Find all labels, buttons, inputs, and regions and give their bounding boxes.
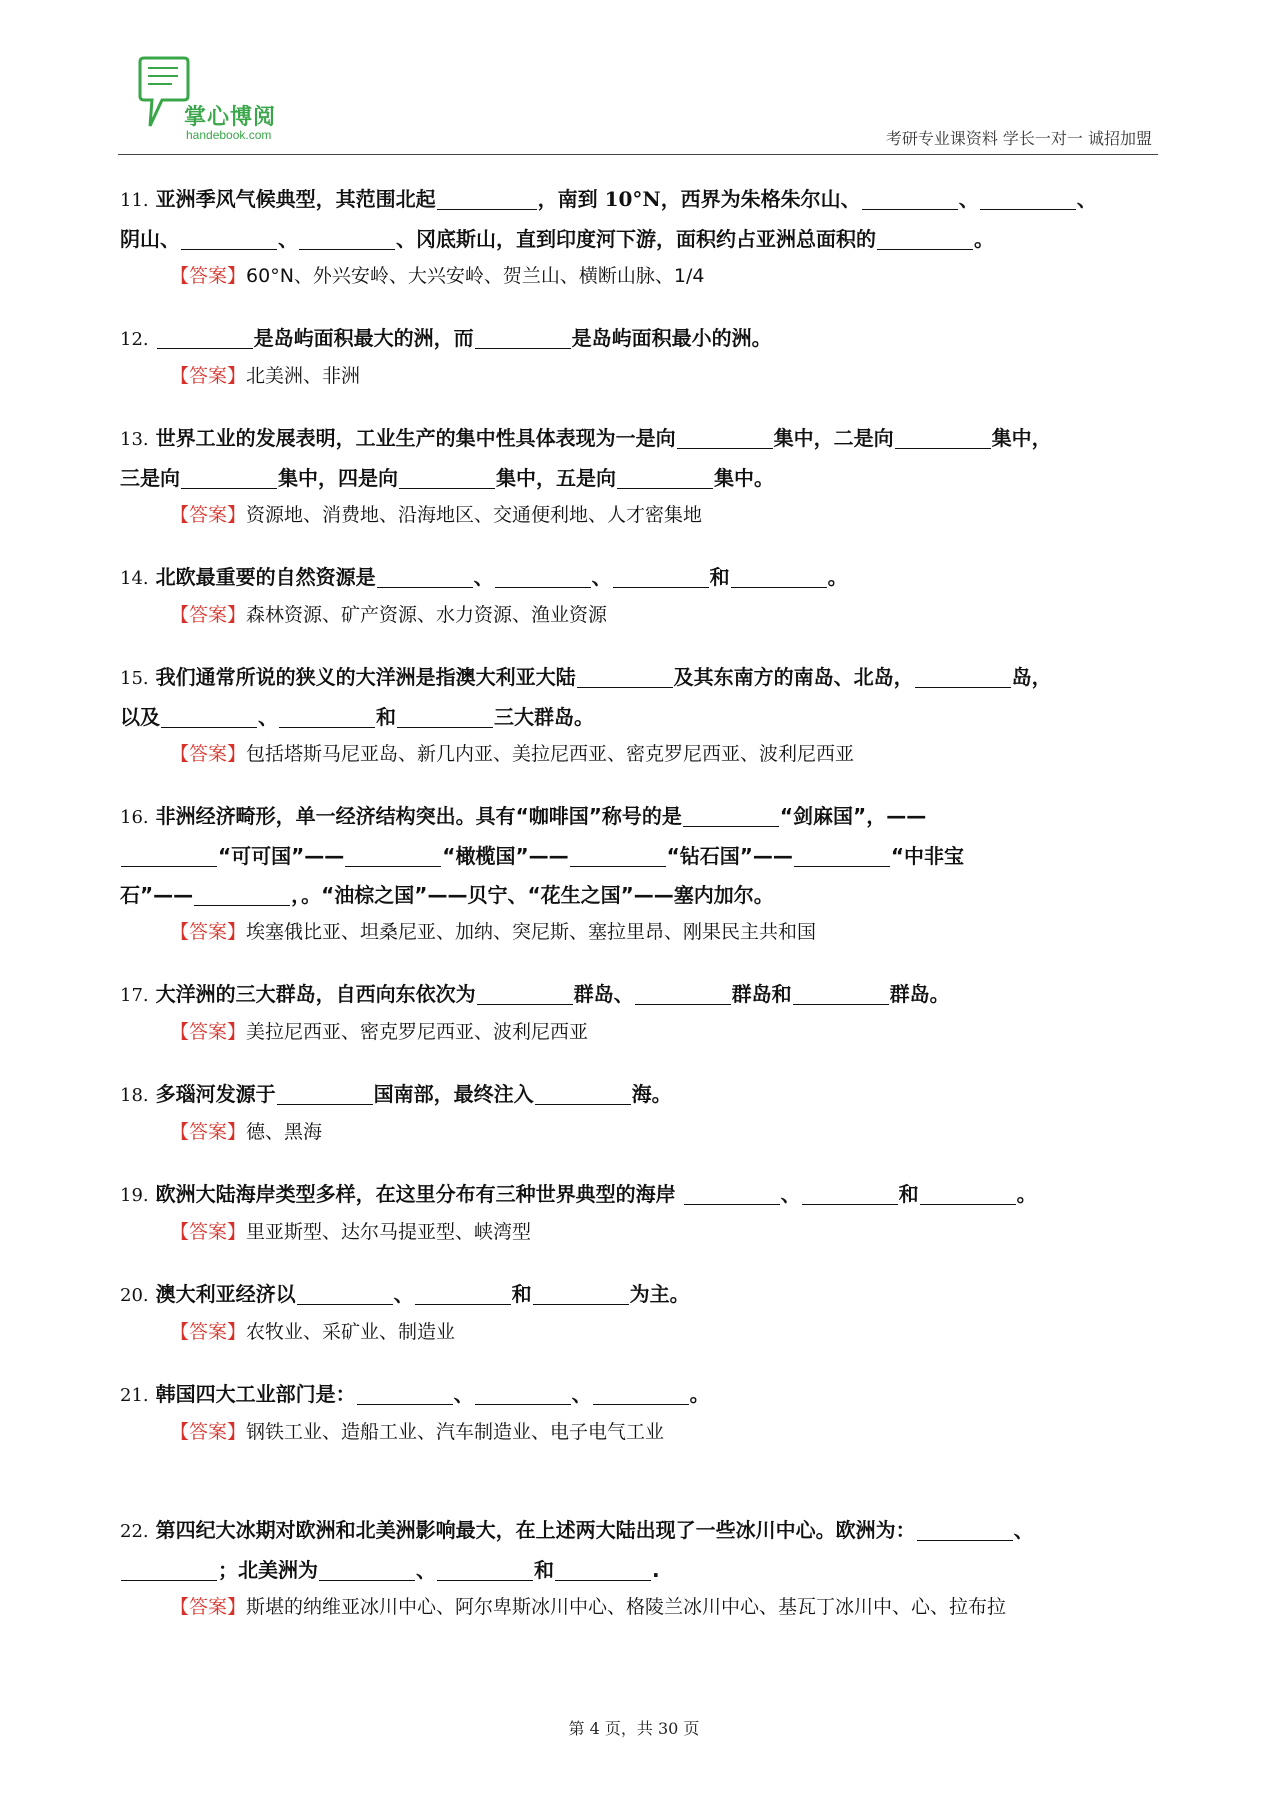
question-segment: 集中，二是向 — [773, 426, 894, 450]
question-segment: 非洲经济畸形，单一经济结构突出。具有“咖啡国”称号的是 — [155, 804, 682, 828]
answer-line — [120, 498, 1162, 532]
question-segment: ，南到 — [537, 187, 598, 211]
answer-line — [120, 1415, 1162, 1449]
answer-blank — [399, 468, 495, 489]
question-11 — [120, 180, 1162, 293]
question-text — [120, 180, 1162, 259]
answer-tag: 【答案】 — [170, 1421, 247, 1443]
answer-blank — [684, 1184, 780, 1205]
answer-text: 北美洲、非洲 — [246, 365, 361, 387]
answer-text: 60°N、外兴安岭、大兴安岭、贺兰山、横断山脉、1/4 — [246, 265, 705, 287]
answer-blank — [437, 1560, 533, 1581]
answer-tag: 【答案】 — [170, 743, 247, 765]
question-text — [120, 1511, 1162, 1590]
header-slogan: 考研专业课资料 学长一对一 诚招加盟 — [885, 129, 1152, 148]
question-13 — [120, 419, 1162, 532]
answer-text: 资源地、消费地、沿海地区、交通便利地、人才密集地 — [246, 504, 703, 526]
answer-blank — [181, 229, 277, 250]
question-segment: 国南部，最终注入 — [373, 1082, 534, 1106]
question-segment: 澳大利亚经济以 — [155, 1282, 296, 1306]
question-text — [120, 797, 1162, 915]
answer-blank — [121, 1560, 217, 1581]
answer-blank — [793, 984, 889, 1005]
answer-blank — [357, 1384, 453, 1405]
question-segment: 集中， — [991, 426, 1052, 450]
question-segment: 、 — [591, 565, 612, 589]
question-segment: “钻石国”—— — [666, 844, 793, 868]
question-text — [120, 658, 1162, 737]
answer-text: 农牧业、采矿业、制造业 — [246, 1321, 456, 1343]
question-segment: 是岛屿面积最小的洲。 — [571, 326, 772, 350]
question-segment: 北欧最重要的自然资源是 — [155, 565, 376, 589]
question-segment: 和 — [511, 1282, 532, 1306]
question-segment: 及其东南方的南岛、北岛， — [673, 665, 914, 689]
question-number: 12. — [120, 329, 149, 350]
question-text — [120, 319, 1162, 359]
answer-text: 埃塞俄比亚、坦桑尼亚、加纳、突尼斯、塞拉里昂、刚果民主共和国 — [246, 921, 817, 943]
answer-tag: 【答案】 — [170, 365, 247, 387]
question-segment: 、冈底斯山，直到印度河下游，面积约占亚洲总面积的 — [396, 227, 876, 251]
question-segment: 群岛和 — [731, 982, 792, 1006]
question-text — [120, 975, 1162, 1015]
question-segment: “中非宝 — [890, 844, 965, 868]
question-12 — [120, 319, 1162, 393]
answer-blank — [161, 707, 257, 728]
answer-blank — [299, 229, 395, 250]
question-segment: 和 — [534, 1558, 554, 1582]
answer-blank — [617, 468, 713, 489]
answer-blank — [279, 707, 375, 728]
answer-text: 包括塔斯马尼亚岛、新几内亚、美拉尼西亚、密克罗尼西亚、波利尼西亚 — [246, 743, 855, 765]
question-segment: 、 — [416, 1558, 436, 1582]
question-segment: 、 — [571, 1382, 592, 1406]
question-segment: 世界工业的发展表明，工业生产的集中性具体表现为一是向 — [155, 426, 676, 450]
question-segment: 三是向 — [120, 466, 180, 490]
answer-tag: 【答案】 — [170, 1121, 247, 1143]
answer-blank — [593, 1384, 689, 1405]
question-segment: 以及 — [120, 705, 160, 729]
answer-blank — [495, 567, 591, 588]
answer-line — [120, 1215, 1162, 1249]
question-segment: 群岛、 — [573, 982, 634, 1006]
question-21 — [120, 1375, 1162, 1449]
answer-text: 钢铁工业、造船工业、汽车制造业、电子电气工业 — [246, 1421, 665, 1443]
question-18 — [120, 1075, 1162, 1149]
answer-blank — [877, 229, 973, 250]
question-14 — [120, 558, 1162, 632]
question-segment: 、 — [473, 565, 494, 589]
answer-blank — [181, 468, 277, 489]
answer-blank — [915, 667, 1011, 688]
question-list — [120, 180, 1162, 1650]
answer-line — [120, 598, 1162, 632]
question-segment: 、 — [1013, 1518, 1034, 1542]
answer-line — [120, 259, 1162, 293]
question-segment: 多瑙河发源于 — [155, 1082, 276, 1106]
question-text — [120, 1275, 1162, 1315]
question-segment: 是岛屿面积最大的洲，而 — [253, 326, 474, 350]
answer-tag: 【答案】 — [170, 1321, 247, 1343]
question-number: 16. — [120, 807, 149, 828]
question-segment: 三大群岛。 — [494, 705, 594, 729]
question-segment: 大洋洲的三大群岛，自西向东依次为 — [155, 982, 476, 1006]
answer-blank — [677, 428, 773, 449]
answer-blank — [731, 567, 827, 588]
question-segment: 集中，五是向 — [496, 466, 616, 490]
header-divider — [118, 154, 1158, 155]
question-segment: . — [652, 1558, 660, 1582]
answer-text: 斯堪的纳维亚冰川中心、阿尔卑斯冰川中心、格陵兰冰川中心、基瓦丁冰川中、心、拉布拉 — [246, 1596, 1007, 1618]
question-text — [120, 1175, 1162, 1215]
answer-blank — [121, 846, 217, 867]
question-number: 15. — [120, 668, 149, 689]
logo-url: handebook.com — [186, 128, 272, 142]
question-number: 22. — [120, 1521, 149, 1542]
question-segment: 石”—— — [120, 883, 194, 907]
answer-blank — [397, 707, 493, 728]
answer-tag: 【答案】 — [170, 921, 247, 943]
answer-tag: 【答案】 — [170, 604, 247, 626]
answer-text: 里亚斯型、达尔马提亚型、峡湾型 — [246, 1221, 532, 1243]
question-19 — [120, 1175, 1162, 1249]
question-segment: 、 — [958, 187, 979, 211]
answer-tag: 【答案】 — [170, 1021, 247, 1043]
answer-tag: 【答案】 — [170, 1596, 247, 1618]
question-number: 19. — [120, 1185, 149, 1206]
question-segment: 集中，四是向 — [278, 466, 398, 490]
answer-blank — [157, 328, 253, 349]
question-segment: “可可国”—— — [218, 844, 345, 868]
question-segment: ；北美洲为 — [218, 1558, 318, 1582]
question-segment: 、 — [393, 1282, 414, 1306]
answer-blank — [683, 806, 779, 827]
question-number: 14. — [120, 568, 149, 589]
question-segment: ，。“油棕之国”——贝宁、“花生之国”——塞内加尔。 — [291, 883, 774, 907]
answer-blank — [802, 1184, 898, 1205]
question-segment: 第四纪大冰期对欧洲和北美洲影响最大，在上述两大陆出现了一些冰川中心。欧洲为： — [155, 1518, 916, 1542]
question-number: 17. — [120, 985, 149, 1006]
answer-text: 森林资源、矿产资源、水力资源、渔业资源 — [246, 604, 608, 626]
page-header — [118, 56, 1158, 156]
logo-text: 掌心博阅 — [184, 105, 277, 130]
answer-blank — [475, 328, 571, 349]
question-segment: 、 — [780, 1182, 801, 1206]
answer-line — [120, 1315, 1162, 1349]
question-15 — [120, 658, 1162, 771]
page-footer: 第 4 页，共 30 页 — [568, 1719, 700, 1738]
question-segment: 欧洲大陆海岸类型多样，在这里分布有三种世界典型的海岸 — [155, 1182, 683, 1206]
answer-blank — [613, 567, 709, 588]
answer-text: 美拉尼西亚、密克罗尼西亚、波利尼西亚 — [246, 1021, 589, 1043]
question-text — [120, 1375, 1162, 1415]
answer-line — [120, 1115, 1162, 1149]
question-segment: 、 — [278, 227, 298, 251]
question-segment: 和 — [376, 705, 396, 729]
question-number: 18. — [120, 1085, 149, 1106]
answer-blank — [415, 1284, 511, 1305]
answer-blank — [475, 1384, 571, 1405]
answer-blank — [194, 885, 290, 906]
question-segment: 韩国四大工业部门是： — [155, 1382, 356, 1406]
question-segment: 、 — [258, 705, 278, 729]
question-text — [120, 558, 1162, 598]
question-16 — [120, 797, 1162, 949]
answer-blank — [533, 1284, 629, 1305]
answer-blank — [319, 1560, 415, 1581]
question-22 — [120, 1511, 1162, 1624]
answer-blank — [980, 189, 1076, 210]
question-segment: 、 — [1076, 187, 1097, 211]
question-segment: 。 — [689, 1382, 710, 1406]
question-segment: 群岛。 — [889, 982, 950, 1006]
question-number: 13. — [120, 429, 149, 450]
answer-blank — [895, 428, 991, 449]
answer-tag: 【答案】 — [170, 504, 247, 526]
logo — [136, 56, 366, 146]
answer-blank — [477, 984, 573, 1005]
question-text — [120, 419, 1162, 498]
answer-blank — [377, 567, 473, 588]
answer-blank — [345, 846, 441, 867]
question-segment: 岛， — [1011, 665, 1052, 689]
answer-blank — [297, 1284, 393, 1305]
question-segment: 我们通常所说的狭义的大洋洲是指澳大利亚大陆 — [155, 665, 576, 689]
question-segment: 。 — [974, 227, 994, 251]
question-segment: 。 — [827, 565, 848, 589]
question-segment: “剑麻国”，—— — [779, 804, 927, 828]
answer-blank — [577, 667, 673, 688]
question-segment: 阴山、 — [120, 227, 180, 251]
question-segment: “橄榄国”—— — [442, 844, 569, 868]
question-20 — [120, 1275, 1162, 1349]
question-segment: 10°N — [597, 187, 661, 211]
question-segment: ，西界为朱格朱尔山、 — [660, 187, 861, 211]
question-segment: 为主。 — [629, 1282, 690, 1306]
answer-blank — [437, 189, 537, 210]
question-segment: 、 — [453, 1382, 474, 1406]
answer-blank — [555, 1560, 651, 1581]
answer-line — [120, 1590, 1162, 1624]
question-text — [120, 1075, 1162, 1115]
question-segment: 和 — [898, 1182, 919, 1206]
answer-line — [120, 1015, 1162, 1049]
answer-blank — [635, 984, 731, 1005]
answer-line — [120, 915, 1162, 949]
answer-tag: 【答案】 — [170, 1221, 247, 1243]
question-segment: 。 — [1016, 1182, 1037, 1206]
answer-text: 德、黑海 — [246, 1121, 323, 1143]
answer-blank — [917, 1520, 1013, 1541]
answer-blank — [794, 846, 890, 867]
answer-tag: 【答案】 — [170, 265, 247, 287]
answer-blank — [920, 1184, 1016, 1205]
question-number: 21. — [120, 1385, 149, 1406]
question-17 — [120, 975, 1162, 1049]
question-segment: 海。 — [631, 1082, 672, 1106]
answer-blank — [570, 846, 666, 867]
question-segment: 集中。 — [714, 466, 774, 490]
answer-blank — [277, 1084, 373, 1105]
answer-blank — [535, 1084, 631, 1105]
answer-blank — [862, 189, 958, 210]
question-number: 11. — [120, 190, 149, 211]
answer-line — [120, 359, 1162, 393]
answer-line — [120, 737, 1162, 771]
question-segment: 和 — [709, 565, 730, 589]
question-segment: 亚洲季风气候典型，其范围北起 — [155, 187, 436, 211]
question-number: 20. — [120, 1285, 149, 1306]
